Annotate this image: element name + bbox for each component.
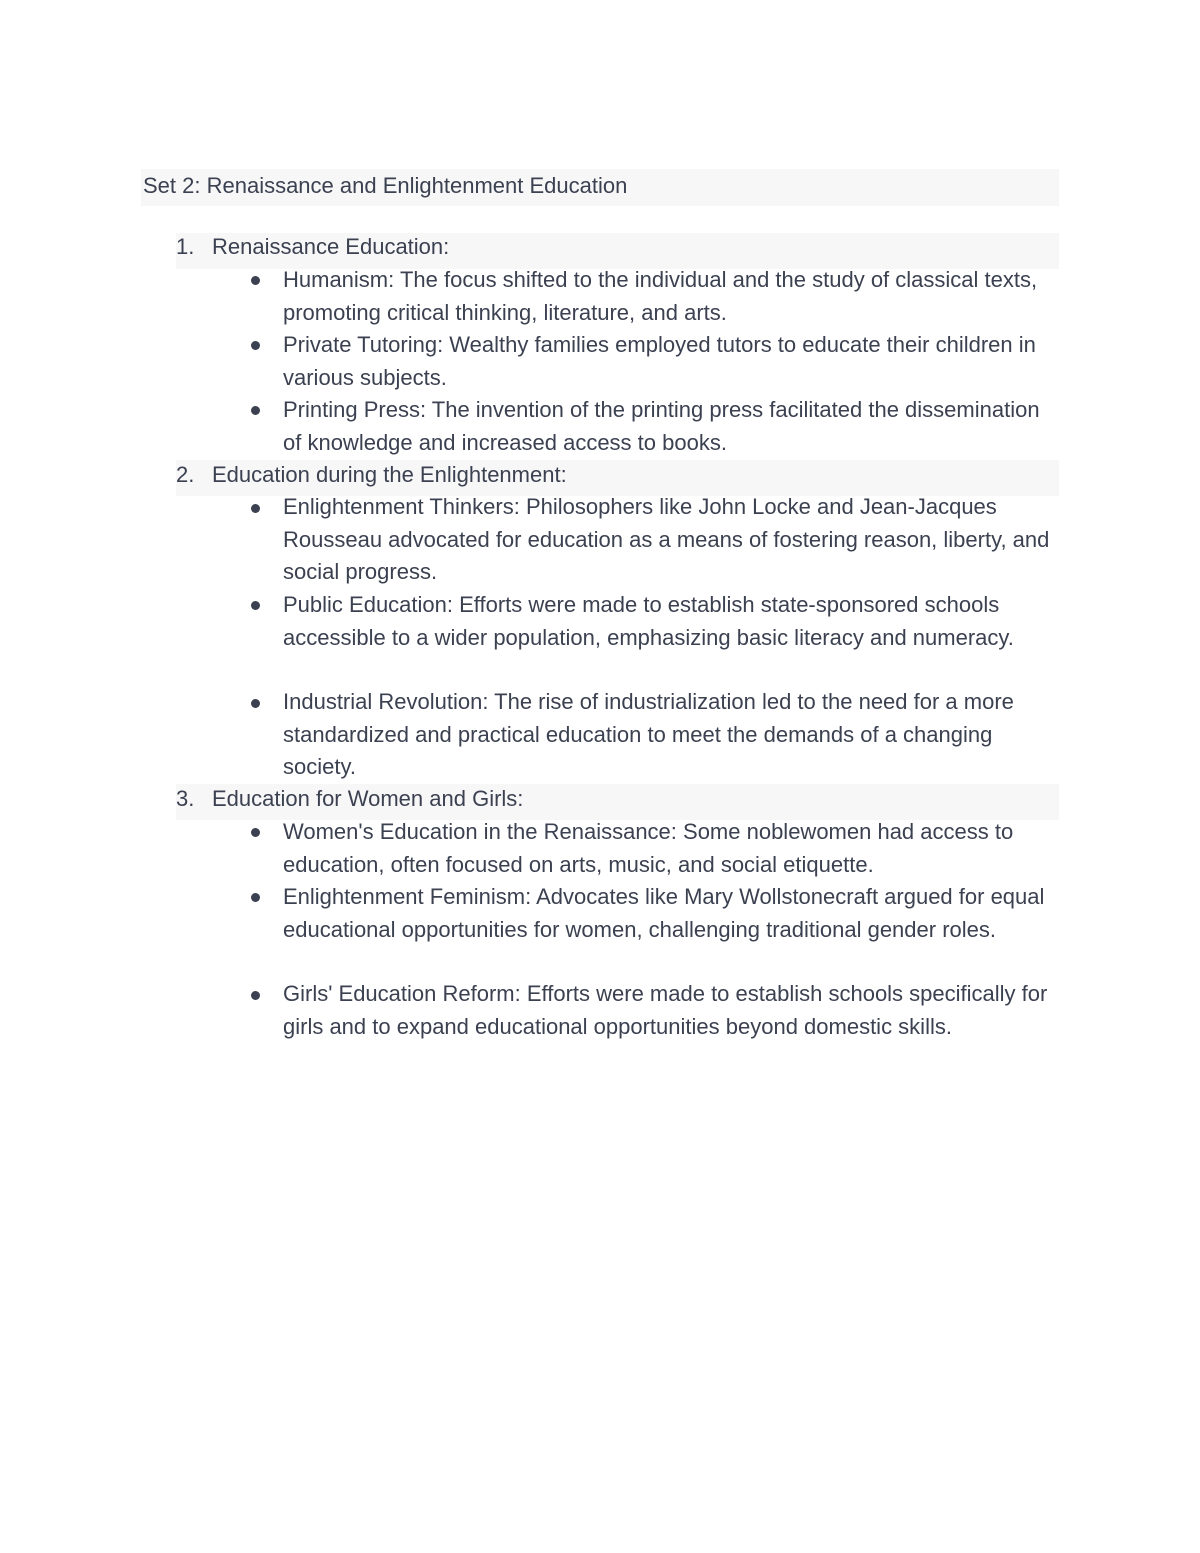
bullet-icon (251, 276, 260, 285)
list-item: Private Tutoring: Wealthy families employed tutors to educate their children in various subjects. (283, 332, 1036, 390)
section-number: 1. (176, 234, 195, 259)
bullet-icon (251, 601, 260, 610)
list-item: Industrial Revolution: The rise of industrialization led to the need for a more standardized and practical education to meet the demands of a changing society. (283, 689, 1014, 779)
page-title: Set 2: Renaissance and Enlightenment Education (143, 173, 628, 198)
section-number: 3. (176, 786, 195, 811)
bullet-icon (251, 893, 260, 902)
section-number: 2. (176, 462, 195, 487)
bullet-icon (251, 828, 260, 837)
bullet-icon (251, 406, 260, 415)
section-heading: Education for Women and Girls: (212, 786, 524, 811)
list-item: Women's Education in the Renaissance: Some noblewomen had access to education, often focused on arts, music, and social etiquette. (283, 819, 1014, 877)
bullet-icon (251, 699, 260, 708)
list-item: Printing Press: The invention of the printing press facilitated the dissemination of knowledge and increased access to books. (283, 397, 1040, 455)
list-item: Public Education: Efforts were made to establish state-sponsored schools accessible to a wider population, emphasizing basic literacy and numeracy. (283, 592, 1014, 650)
section-heading: Renaissance Education: (212, 234, 450, 259)
list-item: Humanism: The focus shifted to the individual and the study of classical texts, promoting critical thinking, literature, and arts. (283, 267, 1038, 325)
bullet-icon (251, 341, 260, 350)
section-heading: Education during the Enlightenment: (212, 462, 567, 487)
bullet-icon (251, 504, 260, 513)
list-item: Enlightenment Thinkers: Philosophers like John Locke and Jean-Jacques Rousseau advocated for education as a means of fostering reason, liberty, and social progress. (283, 494, 1050, 584)
list-item: Girls' Education Reform: Efforts were made to establish schools specifically for girls and to expand educational opportunities beyond domestic skills. (283, 981, 1048, 1039)
bullet-icon (251, 991, 260, 1000)
list-item: Enlightenment Feminism: Advocates like Mary Wollstonecraft argued for equal educational opportunities for women, challenging traditional gender roles. (283, 884, 1045, 942)
